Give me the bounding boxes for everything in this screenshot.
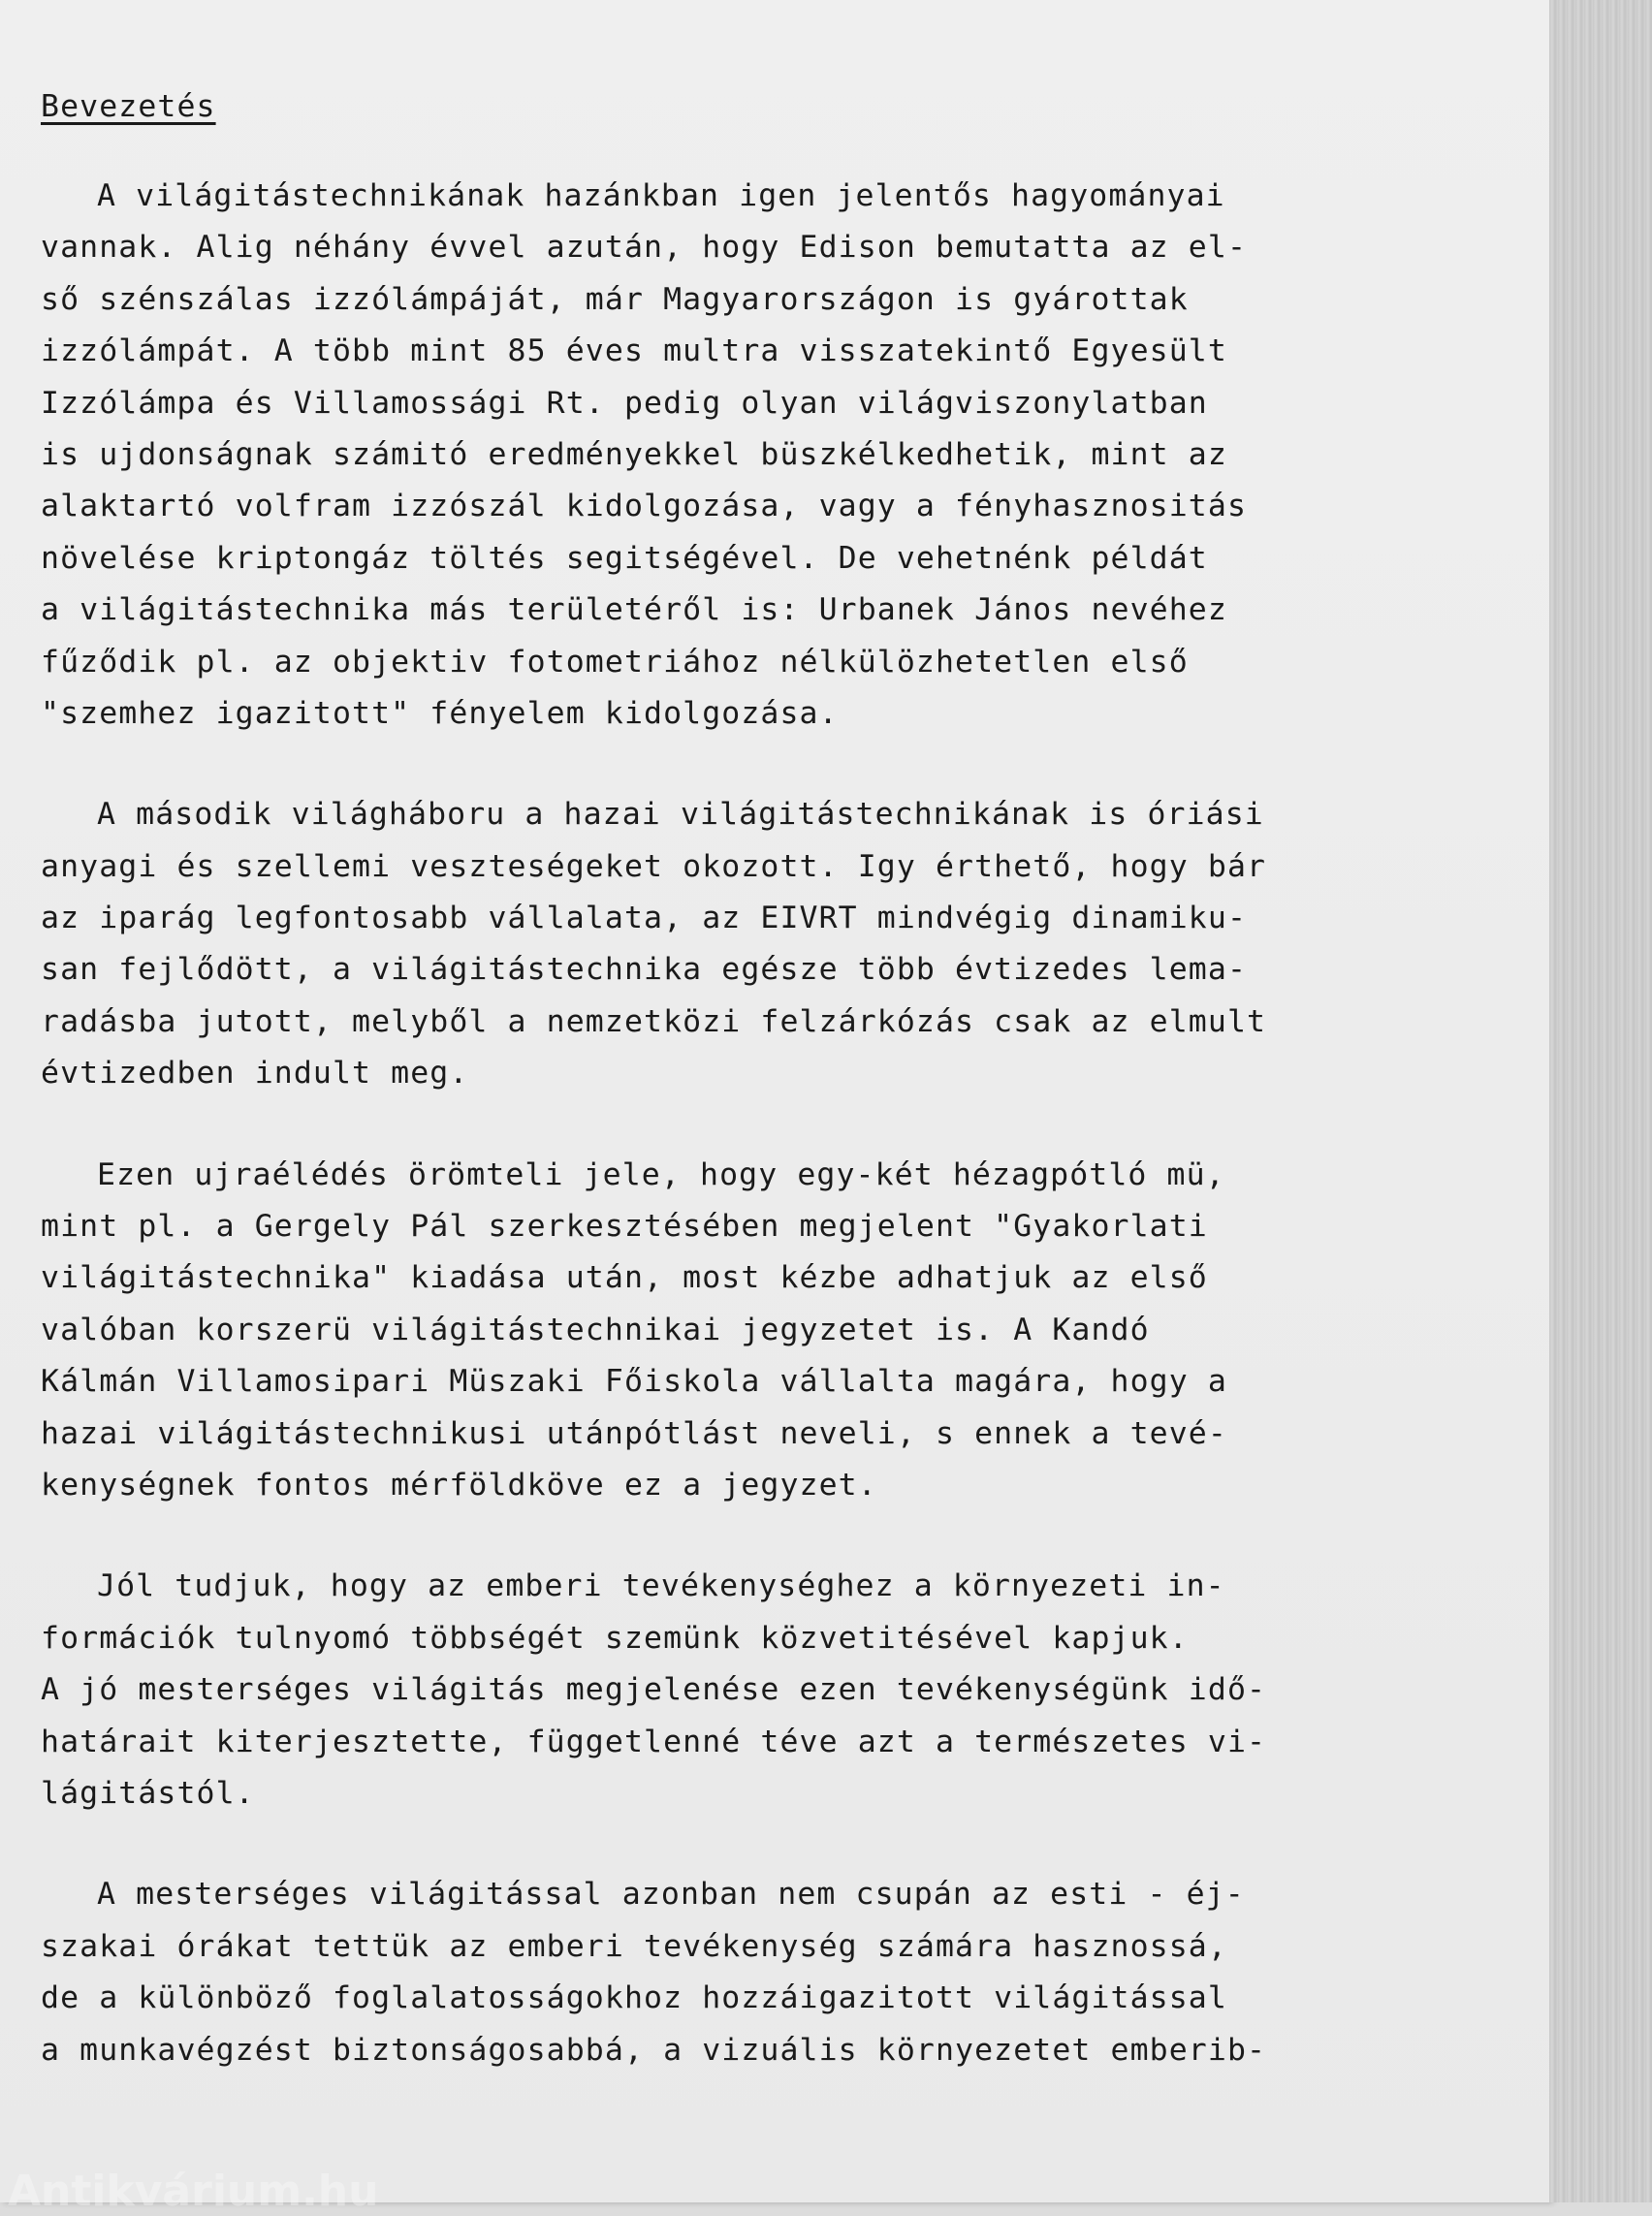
paragraph — [41, 789, 1359, 1099]
paragraph-line: valóban korszerü világitástechnikai jegyzetet is. A Kandó — [41, 1312, 1150, 1347]
paragraph-line: szakai órákat tettük az emberi tevékenység számára hasznossá, — [41, 1928, 1227, 1964]
paragraph-line: határait kiterjesztette, függetlenné téve azt a természetes vi- — [41, 1724, 1267, 1759]
paragraph — [41, 1150, 1359, 1512]
paragraph-line: kenységnek fontos mérföldköve ez a jegyzet. — [41, 1467, 877, 1503]
paragraph-line: Kálmán Villamosipari Müszaki Főiskola vállalta magára, hogy a — [41, 1364, 1227, 1400]
paragraph-first-line: Ezen ujraélédés örömteli jele, hogy egy-két hézagpótló mü, — [97, 1156, 1225, 1192]
paragraph-line: anyagi és szellemi veszteségeket okozott. Igy érthető, hogy bár — [41, 848, 1267, 884]
paragraph-line: is ujdonságnak számitó eredményekkel büszkélkedhetik, mint az — [41, 436, 1227, 472]
paragraph-line: izzólámpát. A több mint 85 éves multra visszatekintő Egyesült — [41, 333, 1227, 369]
paragraph-line: évtizedben indult meg. — [41, 1056, 469, 1092]
paragraph-first-line: A világitástechnikának hazánkban igen jelentős hagyományai — [97, 178, 1225, 213]
paragraph-line: de a különböző foglalatosságokhoz hozzáigazitott világitással — [41, 1980, 1227, 2016]
section-heading: Bevezetés — [41, 89, 216, 124]
paragraph-line: világitástechnika" kiadása után, most kézbe adhatjuk az első — [41, 1260, 1208, 1296]
paragraph-line: a világitástechnika más területéről is: Urbanek János nevéhez — [41, 592, 1227, 628]
paragraph-line: formációk tulnyomó többségét szemünk közvetitésével kapjuk. — [41, 1620, 1189, 1656]
document-body — [41, 89, 1359, 2126]
paragraph — [41, 1869, 1359, 2076]
paragraph-line: lágitástól. — [41, 1775, 255, 1811]
paragraph-line: hazai világitástechnikusi utánpótlást neveli, s ennek a tevé- — [41, 1415, 1227, 1451]
paragraph-first-line: A második világháboru a hazai világitástechnikának is óriási — [97, 797, 1264, 833]
paragraph-line: san fejlődött, a világitástechnika egésze több évtizedes lema- — [41, 952, 1248, 988]
paragraph — [41, 1561, 1359, 1820]
paragraph-line: növelése kriptongáz töltés segitségével. De vehetnénk példát — [41, 540, 1208, 576]
paragraph-line: radásba jutott, melyből a nemzetközi felzárkózás csak az elmult — [41, 1003, 1267, 1039]
paragraph-first-line: A mesterséges világitással azonban nem csupán az esti - éj- — [97, 1877, 1245, 1913]
paragraph-line: vannak. Alig néhány évvel azután, hogy Edison bemutatta az el- — [41, 230, 1248, 266]
paragraph-line: alaktartó volfram izzószál kidolgozása, vagy a fényhasznositás — [41, 489, 1248, 524]
paragraph-line: A jó mesterséges világitás megjelenése ezen tevékenységünk idő- — [41, 1672, 1267, 1708]
page-edge — [1549, 0, 1652, 2202]
paragraph-line: az iparág legfontosabb vállalata, az EIVRT mindvégig dinamiku- — [41, 901, 1248, 936]
paragraphs-container — [41, 171, 1359, 2076]
paragraph-line: Izzólámpa és Villamossági Rt. pedig olyan világviszonylatban — [41, 385, 1208, 421]
paragraph-line: "szemhez igazitott" fényelem kidolgozása. — [41, 695, 839, 731]
paragraph-first-line: Jól tudjuk, hogy az emberi tevékenységhez a környezeti in- — [97, 1568, 1225, 1604]
watermark-text: Antikvárium.hu — [8, 2167, 379, 2216]
paragraph-line: a munkavégzést biztonságosabbá, a vizuális környezetet emberib- — [41, 2032, 1267, 2068]
paragraph — [41, 171, 1359, 740]
paragraph-line: ső szénszálas izzólámpáját, már Magyarországon is gyárottak — [41, 281, 1189, 317]
paragraph-line: fűződik pl. az objektiv fotometriához nélkülözhetetlen első — [41, 644, 1189, 680]
paragraph-line: mint pl. a Gergely Pál szerkesztésében megjelent "Gyakorlati — [41, 1209, 1208, 1245]
